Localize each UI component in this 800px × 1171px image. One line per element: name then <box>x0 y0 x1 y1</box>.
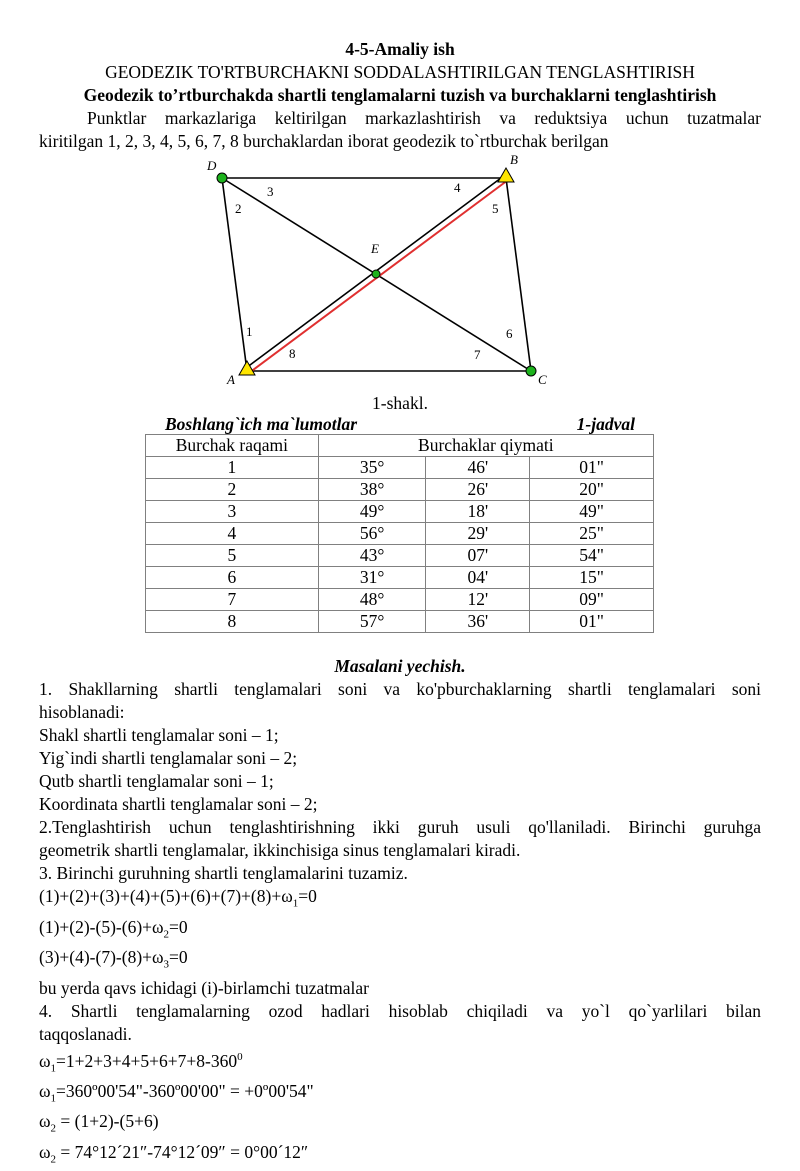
eq2-text: (1)+(2)-(5)-(6)+ω <box>39 916 164 937</box>
point-d-marker <box>217 173 227 183</box>
table-heading-left: Boshlang`ich ma`lumotlar <box>165 414 358 434</box>
eq1-text: (1)+(2)+(3)+(4)+(5)+(6)+(7)+(8)+ω <box>39 886 293 906</box>
point-label-c: C <box>538 372 547 387</box>
step1-line2: hisoblanadi: <box>39 702 125 722</box>
step2-line1: 2.Tenglashtirish uchun tenglashtirishning ikki guruh usuli qo'llaniladi. Birinchi guruhga <box>39 817 761 837</box>
table-row <box>146 501 654 523</box>
omega-sub: 1 <box>50 1092 57 1105</box>
equation-2 <box>39 916 761 947</box>
eq1-end: =0 <box>298 886 317 906</box>
point-e-marker <box>372 270 380 278</box>
count-coordinate: Koordinata shartli tenglamalar soni – 2; <box>39 794 318 814</box>
omega2-formula <box>39 1110 761 1141</box>
document-header <box>39 38 761 153</box>
omega-sub: 1 <box>50 1061 57 1074</box>
omega-sub: 2 <box>50 1153 57 1166</box>
count-pole: Qutb shartli tenglamalar soni – 1; <box>39 771 274 791</box>
angle-label-3: 3 <box>267 184 274 199</box>
table-row <box>146 589 654 611</box>
cell-seconds: 25" <box>530 523 654 545</box>
intro-line-1: Punktlar markazlariga keltirilgan markazlashtirish va reduktsiya uchun tuzatmalar <box>87 108 761 128</box>
solution-section <box>39 655 761 1171</box>
cell-number: 1 <box>146 457 319 479</box>
eq3-sub: 3 <box>163 958 170 971</box>
cell-degrees: 56° <box>318 523 426 545</box>
cell-degrees: 57° <box>318 611 426 633</box>
point-label-a: A <box>227 372 235 387</box>
angle-label-6: 6 <box>506 326 513 341</box>
angle-label-4: 4 <box>454 180 461 195</box>
point-label-d: D <box>207 158 217 173</box>
table-row <box>146 611 654 633</box>
equation-3 <box>39 946 761 977</box>
omega2-formula-body: = (1+2)-(5+6) <box>56 1111 159 1132</box>
figure-svg <box>190 150 570 395</box>
cell-number: 8 <box>146 611 319 633</box>
cell-seconds: 01" <box>530 611 654 633</box>
cell-degrees: 35° <box>318 457 426 479</box>
quadrilateral-figure <box>190 150 570 395</box>
step2-line2: geometrik shartli tenglamalar, ikkinchisiga sinus tenglamalari kiradi. <box>39 840 521 860</box>
cell-number: 6 <box>146 567 319 589</box>
cell-seconds: 15" <box>530 567 654 589</box>
cell-minutes: 36' <box>426 611 530 633</box>
cell-minutes: 07' <box>426 545 530 567</box>
eq1-sub: 1 <box>292 897 299 910</box>
intro-line-2: kiritilgan 1, 2, 3, 4, 5, 6, 7, 8 burchaklardan iborat geodezik to`rtburchak berilgan <box>39 131 609 151</box>
omega1-value <box>39 1080 761 1111</box>
cell-minutes: 26' <box>426 479 530 501</box>
omega1-formula <box>39 1046 761 1080</box>
point-label-b: B <box>510 152 518 167</box>
cell-number: 5 <box>146 545 319 567</box>
cell-degrees: 43° <box>318 545 426 567</box>
angles-table <box>145 434 654 633</box>
omega-symbol: ω <box>39 1080 51 1101</box>
cell-minutes: 29' <box>426 523 530 545</box>
angle-label-8: 8 <box>289 346 296 361</box>
angle-label-1: 1 <box>246 324 253 339</box>
omega-symbol: ω <box>39 1050 51 1071</box>
work-title: 4-5-Amaliy ish <box>345 39 455 59</box>
subtitle: Geodezik to’rtburchakda shartli tenglamalarni tuzish va burchaklarni tenglashtirish <box>83 85 717 105</box>
figure-caption: 1-shakl. <box>372 393 428 413</box>
count-sum: Yig`indi shartli tenglamalar soni – 2; <box>39 748 298 768</box>
degree-sup: 0 <box>237 1050 243 1063</box>
angle-label-2: 2 <box>235 201 242 216</box>
table-heading <box>165 414 635 435</box>
note: bu yerda qavs ichidagi (i)-birlamchi tuzatmalar <box>39 977 369 998</box>
cell-seconds: 09" <box>530 589 654 611</box>
cell-seconds: 54" <box>530 545 654 567</box>
header-angle-number: Burchak raqami <box>146 435 319 457</box>
omega1-value-body: =360º00'54"-360º00'00" = +0º00'54" <box>56 1080 314 1101</box>
count-figure: Shakl shartli tenglamalar soni – 1; <box>39 725 279 745</box>
eq2-end: =0 <box>169 916 188 937</box>
point-label-e: E <box>371 241 379 256</box>
omega-symbol: ω <box>39 1141 51 1162</box>
angle-label-7: 7 <box>474 347 481 362</box>
table-header-row <box>146 435 654 457</box>
cell-number: 7 <box>146 589 319 611</box>
omega2-value-body: = 74°12´21″-74°12´09″ = 0°00´12″ <box>56 1141 309 1162</box>
table-row <box>146 523 654 545</box>
cell-number: 3 <box>146 501 319 523</box>
eq3-text: (3)+(4)-(7)-(8)+ω <box>39 947 164 967</box>
table-row <box>146 479 654 501</box>
omega-symbol: ω <box>39 1111 51 1132</box>
equation-1 <box>39 885 761 916</box>
angle-label-5: 5 <box>492 201 499 216</box>
step1-line1: 1. Shakllarning shartli tenglamalari soni va ko'pburchaklarning shartli tenglamalari soni <box>39 679 761 699</box>
cell-minutes: 46' <box>426 457 530 479</box>
topic-title: GEODEZIK TO'RTBURCHAKNI SODDALASHTIRILGAN TENGLASHTIRISH <box>105 62 695 82</box>
header-angle-value: Burchaklar qiymati <box>318 435 653 457</box>
step4-line2: taqqoslanadi. <box>39 1023 132 1044</box>
eq3-end: =0 <box>169 947 188 967</box>
cell-seconds: 20" <box>530 479 654 501</box>
omega1-formula-body: =1+2+3+4+5+6+7+8-360 <box>56 1050 238 1071</box>
omega-sub: 2 <box>50 1122 57 1135</box>
table-row <box>146 545 654 567</box>
side-bc <box>506 178 531 371</box>
cell-minutes: 18' <box>426 501 530 523</box>
omega2-value <box>39 1141 761 1171</box>
cell-degrees: 38° <box>318 479 426 501</box>
cell-number: 2 <box>146 479 319 501</box>
cell-degrees: 31° <box>318 567 426 589</box>
cell-degrees: 49° <box>318 501 426 523</box>
cell-seconds: 01" <box>530 457 654 479</box>
cell-seconds: 49" <box>530 501 654 523</box>
table-heading-right: 1-jadval <box>576 414 635 434</box>
step3: 3. Birinchi guruhning shartli tenglamalarini tuzamiz. <box>39 863 408 883</box>
point-b-marker <box>498 168 514 182</box>
point-c-marker <box>526 366 536 376</box>
table-row <box>146 567 654 589</box>
cell-degrees: 48° <box>318 589 426 611</box>
eq2-sub: 2 <box>163 928 170 940</box>
cell-number: 4 <box>146 523 319 545</box>
solution-heading: Masalani yechish. <box>334 656 466 676</box>
cell-minutes: 12' <box>426 589 530 611</box>
cell-minutes: 04' <box>426 567 530 589</box>
step4-line1: 4. Shartli tenglamalarning ozod hadlari hisoblab chiqiladi va yo`l qo`yarlilari bilan <box>39 1000 761 1021</box>
table-row <box>146 457 654 479</box>
